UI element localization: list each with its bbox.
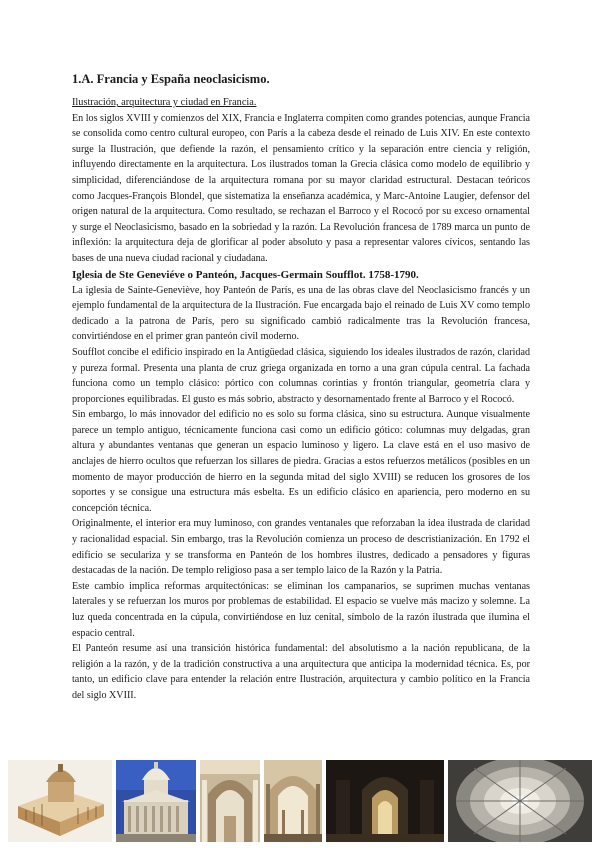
pantheon-interior-arches-photo bbox=[200, 760, 260, 842]
section-title: 1.A. Francia y España neoclasicismo. bbox=[72, 72, 270, 86]
intro-paragraph: En los siglos XVIII y comienzos del XIX, Francia e Inglaterra compiten como grandes potencias, aunque Francia se consolida como centro cultural europeo, con París a la cabeza desde el reinado de Luis XIV. En este contexto surge la Ilustración, que defiende la razón, el pensamiento crítico y la separación entre ciencia y religión, influyendo directamente en la arquitectura. Los ilustrados toman la Grecia clásica como modelo de equilibrio y simplicidad, diferenciándose de la arquitectura romana por su mayor claridad estructural. Destacan teóricos como Jacques-François Blondel, que sistematiza la enseñanza académica, y Marc-Antoine Laugier, defensor del origen natural de la arquitectura. Como resultado, se rechazan el Barroco y el Rococó por su exceso ornamental y surge el Neoclasicismo, basado en la sobriedad y la razón. La Revolución francesa de 1789 marca un punto de inflexión: la arquitectura deja de glorificar al poder absoluto y pasa a representar valores cívicos, sentando las bases de una nueva ciudad racional y ciudadana. bbox=[72, 112, 530, 264]
pantheon-dark-crypt-photo bbox=[326, 760, 444, 842]
paragraph: Soufflot concibe el edificio inspirado en la Antigüedad clásica, siguiendo los ideales ilustrados de razón, claridad y pureza formal. Presenta una planta de cruz griega organizada en torno a una gran cúpula central. La fachada funciona como un templo clásico: pórtico con columnas corintias y frontón triangular, geometría clara y proporciones equilibradas. El gusto es más sobrio, abstracto y desornamentado frente al Barroco y el Rococó. bbox=[72, 346, 530, 405]
document-body bbox=[72, 70, 530, 704]
pantheon-dome-interior-photo bbox=[448, 760, 592, 842]
paragraph: Originalmente, el interior era muy luminoso, con grandes ventanales que reforzaban la idea ilustrada de claridad y racionalidad espacial. Sin embargo, tras la Revolución comienza un proceso de descristianización. En 1792 el edificio se seculariza y se transforma en Panteón de los hombres ilustres, dedicado a pensadores y figuras destacadas de la nación. De templo religioso pasa a ser templo laico de la Razón y la Patria. bbox=[72, 518, 530, 577]
pantheon-cutaway-illustration bbox=[8, 760, 112, 842]
image-strip bbox=[8, 760, 592, 842]
subtitle: Ilustración, arquitectura y ciudad en Francia. bbox=[72, 97, 257, 108]
paragraph: Sin embargo, lo más innovador del edificio no es solo su forma clásica, sino su estructura. Aunque visualmente parece un templo antiguo, técnicamente funciona casi como un edificio gótico: columnas muy delgadas, gran altura y abundantes ventanas que generan un espacio luminoso y ligero. La clave está en el uso masivo de anclajes de hierro ocultos que refuerzan los sillares de piedra. Gracias a estos refuerzos metálicos (posibles en un momento de mayor producción de hierro en la segunda mitad del siglo XVIII) se reducen los grosores de los soportes y se consigue una estructura más esbelta. Es un edificio clásico en apariencia, pero moderno en su concepción técnica. bbox=[72, 409, 530, 514]
pantheon-heading: Iglesia de Ste Geneviéve o Panteón, Jacques-Germain Soufflot. 1758-1790. bbox=[72, 268, 419, 281]
paragraph: La iglesia de Sainte-Geneviève, hoy Panteón de París, es una de las obras clave del Neoclasicismo francés y un ejemplo fundamental de la arquitectura de la Ilustración. Fue encargada bajo el reinado de Luis XV como templo dedicado a la patrona de París, pero su significado cambió radicalmente tras la Revolución francesa, convirtiéndose en el primer gran panteón civil moderno. bbox=[72, 284, 530, 343]
pantheon-nave-photo bbox=[264, 760, 322, 842]
pantheon-facade-photo bbox=[116, 760, 196, 842]
paragraph: El Panteón resume así una transición histórica fundamental: del absolutismo a la nación republicana, de la religión a la razón, y de la tradición constructiva a una arquitectura que anticipa la modernidad técnica. Es, por tanto, un edificio clave para entender la relación entre Ilustración, arquitectura y cambio político en la Francia del siglo XVIII. bbox=[72, 643, 530, 701]
paragraph: Este cambio implica reformas arquitectónicas: se eliminan los campanarios, se suprimen muchas ventanas laterales y se refuerzan los muros por problemas de estabilidad. El espacio se vuelve más macizo y solemne. La luz queda concentrada en la cúpula, convirtiéndose en luz cenital, símbolo de la razón ilustrada que ilumina el espacio central. bbox=[72, 580, 530, 639]
